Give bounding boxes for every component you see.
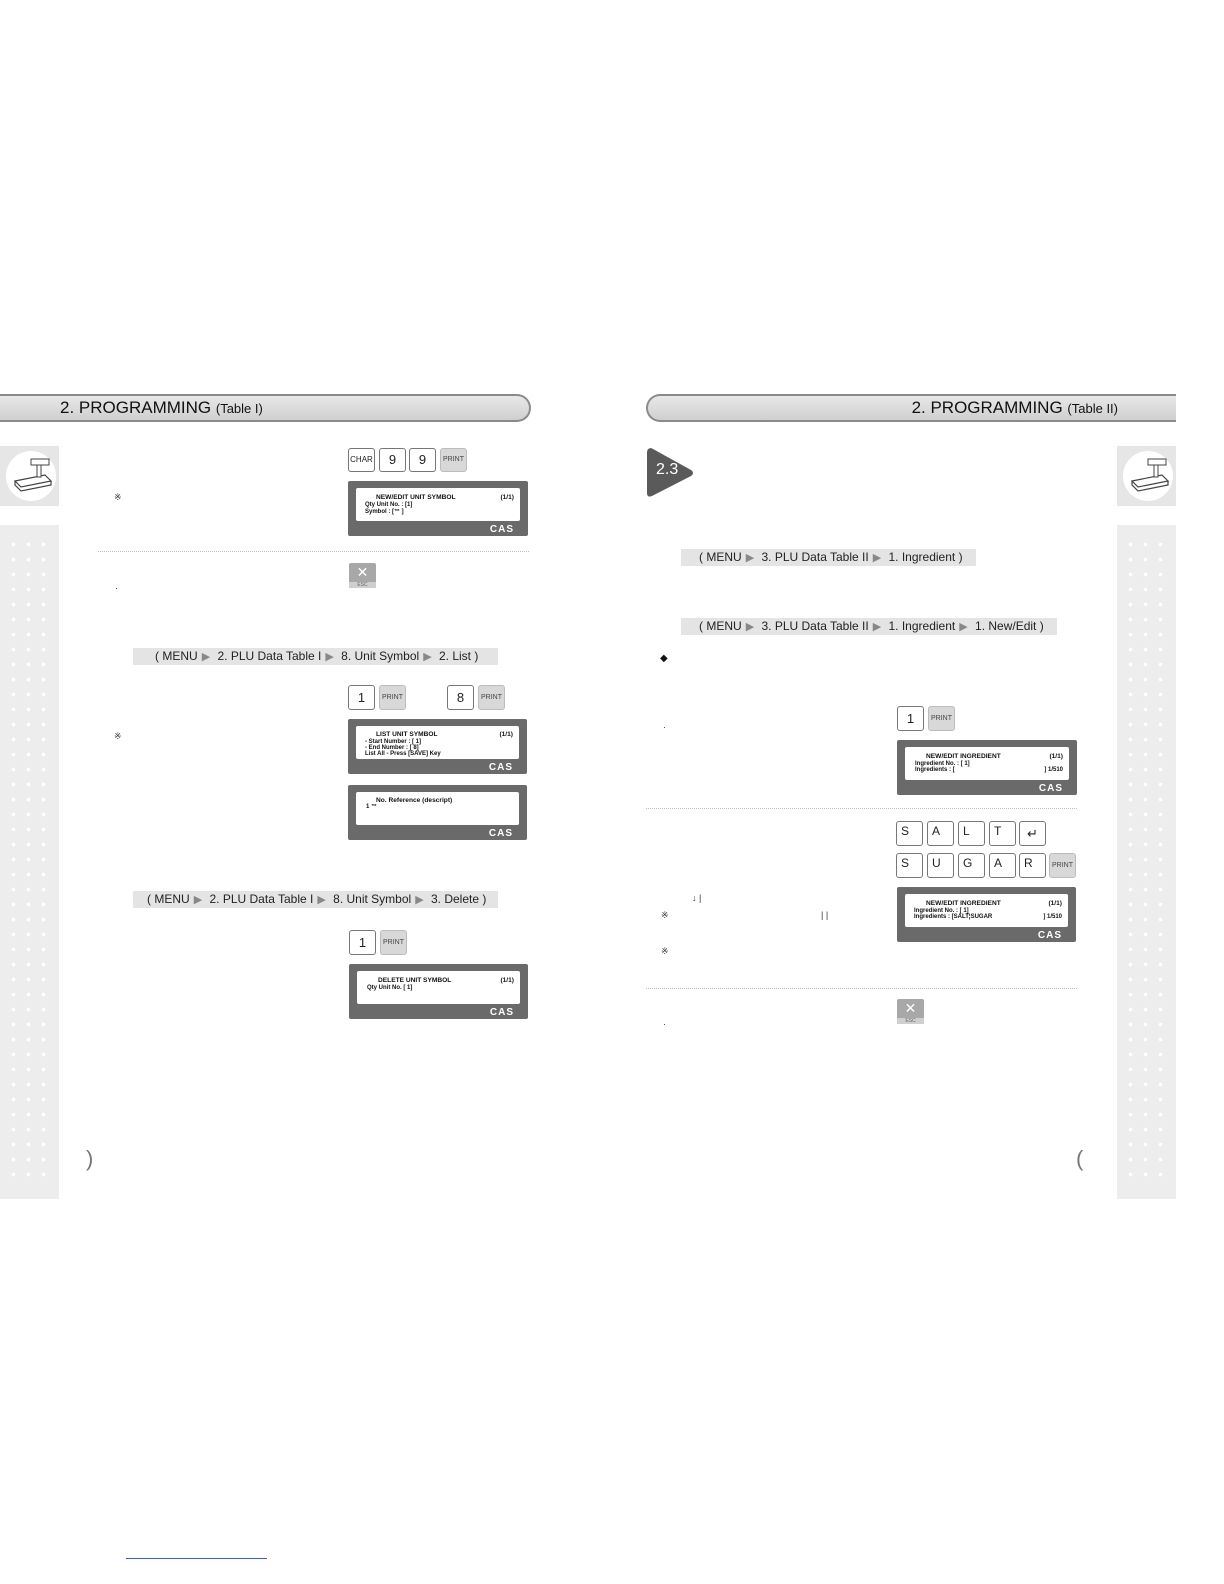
lcd-title: DELETE UNIT SYMBOL: [378, 977, 452, 984]
divider: [646, 808, 1077, 809]
arrow-icon: ▶: [423, 651, 432, 663]
cas-logo: CAS: [488, 762, 513, 773]
separator-mark: | |: [821, 910, 829, 920]
close-icon: ✕: [356, 564, 369, 580]
letter-l-key[interactable]: L: [958, 821, 985, 846]
page-curl-left: ): [86, 1146, 94, 1171]
arrow-icon: ▶: [745, 621, 755, 633]
bullet-mark: ·: [663, 722, 666, 732]
esc-label: ESC: [349, 582, 376, 588]
breadcrumb-ingredient-new-edit: ( MENU ▶ 3. PLU Data Table II ▶ 1. Ingredient ▶ 1. New/Edit ): [681, 618, 1057, 635]
lcd-line: List All - Press [SAVE] Key: [365, 751, 441, 757]
print-key[interactable]: PRINT: [928, 706, 955, 731]
lcd-line-end: ] 1/510: [1043, 914, 1062, 920]
lcd-row: 1 ™: [366, 804, 378, 810]
digit-9-key[interactable]: 9: [409, 448, 436, 472]
down-arrow-mark: ↓ |: [692, 893, 702, 903]
lcd-line: Ingredients : [: [915, 767, 955, 773]
left-header-subtitle: (Table I): [215, 401, 263, 416]
right-side-pattern: [1117, 525, 1176, 1199]
lcd-title: LIST UNIT SYMBOL: [376, 731, 438, 738]
right-header-bar: [646, 394, 1176, 422]
right-header-title: 2. PROGRAMMING (Table II): [911, 398, 1118, 417]
scale-icon: [1117, 446, 1176, 506]
lcd-new-edit-ingredient: [897, 740, 1077, 795]
lcd-list-unit-symbol: [348, 719, 527, 774]
digit-9-key[interactable]: 9: [379, 448, 406, 472]
letter-r-key[interactable]: R: [1019, 853, 1046, 878]
arrow-icon: ▶: [415, 894, 424, 906]
lcd-page: (1/1): [1048, 900, 1062, 907]
note-mark: ※: [661, 910, 669, 920]
cas-logo: CAS: [1037, 930, 1062, 941]
lcd-title: NEW/EDIT INGREDIENT: [926, 753, 1001, 760]
esc-key[interactable]: [897, 999, 924, 1024]
diamond-bullet-icon: ◆: [660, 653, 668, 664]
lcd-ingredient-filled: [897, 887, 1076, 942]
digit-1-key[interactable]: 1: [897, 706, 924, 731]
lcd-title: NEW/EDIT INGREDIENT: [926, 900, 1001, 907]
lcd-line: - End Number : [ 8]: [365, 745, 419, 751]
divider: [98, 551, 529, 552]
esc-label: ESC: [897, 1018, 924, 1024]
arrow-icon: ▶: [201, 651, 211, 663]
lcd-line: Ingredient No. : [ 1]: [915, 761, 970, 767]
breadcrumb-ingredient: ( MENU ▶ 3. PLU Data Table II ▶ 1. Ingredient ): [681, 549, 976, 566]
note-mark: ※: [661, 946, 669, 956]
cas-logo: CAS: [488, 828, 513, 839]
lcd-line: Qty Unit No. [ 1]: [367, 985, 413, 991]
letter-s-key[interactable]: S: [896, 821, 923, 846]
section-badge: [645, 446, 695, 500]
enter-key[interactable]: ↵: [1019, 821, 1046, 846]
arrow-icon: ▶: [193, 894, 203, 906]
left-header-bar: [0, 394, 531, 422]
arrow-icon: ▶: [325, 651, 334, 663]
print-key[interactable]: PRINT: [379, 685, 406, 710]
bottom-rule: [126, 1558, 267, 1559]
left-header-title: 2. PROGRAMMING (Table I): [60, 398, 263, 417]
print-key[interactable]: PRINT: [440, 448, 467, 472]
print-key[interactable]: PRINT: [478, 685, 505, 710]
lcd-delete-unit-symbol: [349, 964, 528, 1019]
lcd-page: (1/1): [499, 731, 513, 738]
letter-t-key[interactable]: T: [989, 821, 1016, 846]
arrow-icon: ▶: [959, 621, 968, 633]
print-key[interactable]: PRINT: [380, 930, 407, 955]
print-key[interactable]: PRINT: [1049, 853, 1076, 878]
arrow-icon: ▶: [745, 552, 755, 564]
lcd-page: (1/1): [1049, 753, 1063, 760]
section-number: 2.3: [656, 461, 679, 478]
letter-g-key[interactable]: G: [958, 853, 985, 878]
page-curl-right: (: [1076, 1146, 1084, 1171]
bullet-mark: ·: [115, 583, 118, 593]
lcd-line: - Start Number : [ 1]: [365, 739, 422, 745]
right-header-subtitle: (Table II): [1067, 401, 1118, 416]
cas-logo: CAS: [489, 1007, 514, 1018]
close-icon: ✕: [904, 1000, 917, 1016]
lcd-line-end: ] 1/510: [1044, 767, 1063, 773]
lcd-new-edit-unit-symbol: [348, 481, 528, 536]
esc-key[interactable]: [349, 563, 376, 588]
note-mark: ※: [114, 492, 122, 502]
lcd-reference-list: [348, 785, 527, 840]
left-side-pattern: [0, 525, 59, 1199]
lcd-page: (1/1): [500, 494, 514, 501]
digit-1-key[interactable]: 1: [348, 685, 375, 710]
cas-logo: CAS: [489, 524, 514, 535]
digit-8-key[interactable]: 8: [447, 685, 474, 710]
lcd-header: No. Reference (descript): [376, 797, 453, 804]
lcd-line: Ingredients : [SALT¦SUGAR: [914, 914, 993, 920]
letter-u-key[interactable]: U: [927, 853, 954, 878]
lcd-title: NEW/EDIT UNIT SYMBOL: [376, 494, 456, 501]
arrow-icon: ▶: [872, 621, 882, 633]
breadcrumb-unit-symbol-list: ( MENU ▶ 2. PLU Data Table I ▶ 8. Unit Symbol ▶ 2. List ): [133, 648, 498, 665]
char-key[interactable]: CHAR: [348, 448, 375, 472]
digit-1-key[interactable]: 1: [349, 930, 376, 955]
scale-icon: [0, 446, 59, 506]
arrow-icon: ▶: [317, 894, 326, 906]
lcd-line: Ingredient No. : [ 1]: [914, 908, 969, 914]
arrow-icon: ▶: [872, 552, 882, 564]
lcd-page: (1/1): [500, 977, 514, 984]
bullet-mark: ·: [663, 1019, 666, 1029]
lcd-line: Symbol : [™ ]: [365, 509, 404, 515]
lcd-line: Qty Unit No. : [1]: [365, 502, 413, 508]
divider: [646, 988, 1077, 989]
note-mark: ※: [114, 731, 122, 741]
letter-a-key[interactable]: A: [927, 821, 954, 846]
cas-logo: CAS: [1038, 783, 1063, 794]
letter-s-key[interactable]: S: [896, 853, 923, 878]
letter-a-key[interactable]: A: [989, 853, 1016, 878]
breadcrumb-unit-symbol-delete: ( MENU ▶ 2. PLU Data Table I ▶ 8. Unit Symbol ▶ 3. Delete ): [133, 891, 498, 908]
